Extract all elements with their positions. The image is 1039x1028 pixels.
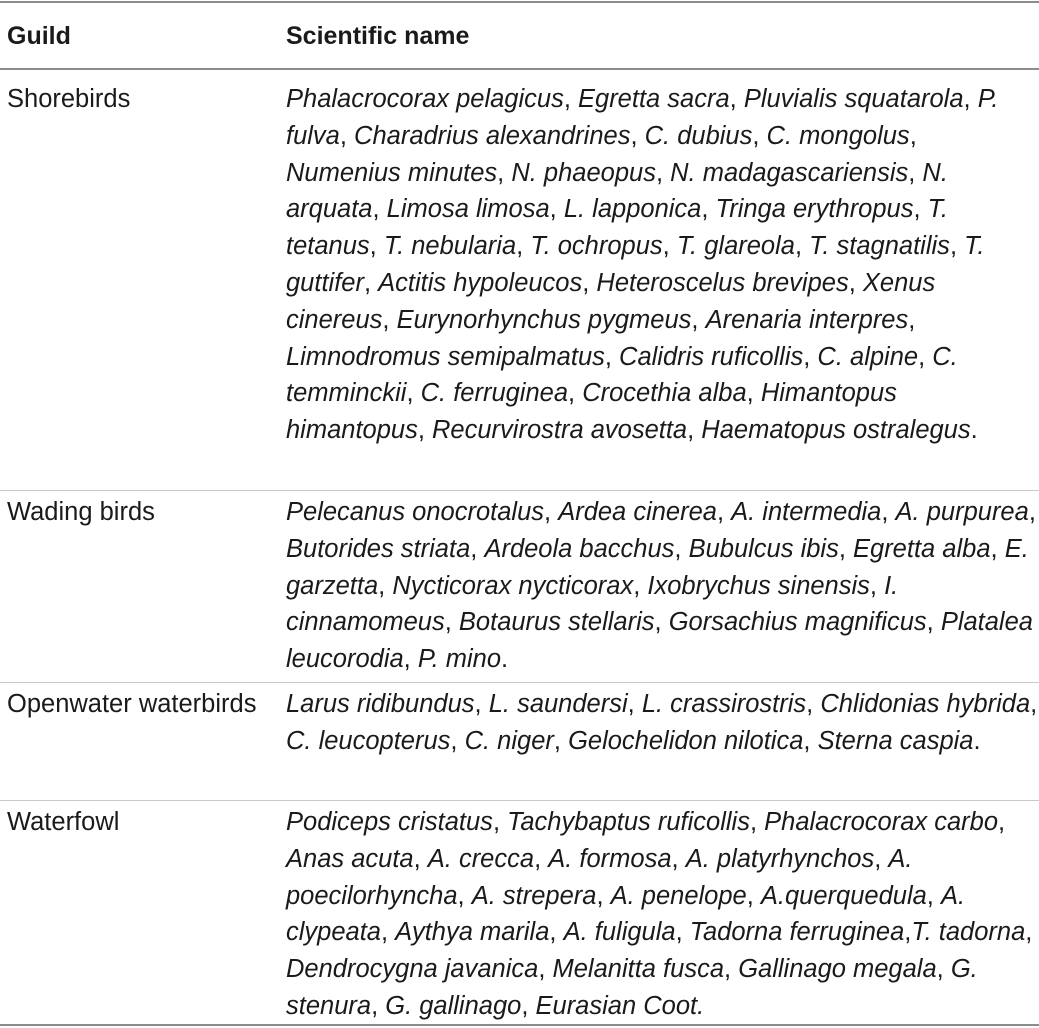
species-name: T. glareola [676,232,795,261]
species-name: Dendrocygna javanica [286,955,539,984]
row-divider [0,682,1039,683]
species-name: Gallinago megala [738,955,937,984]
species-name: I. cinnamomeus [286,571,899,637]
row-divider [0,490,1039,491]
species-name: T. stagnatilis [809,232,950,261]
species-name: Platalea leucorodia [286,608,1033,674]
species-name: Ardeola bacchus [484,534,675,563]
species-name: G. stenura [286,955,978,1020]
list-end-punctuation: . [973,726,981,755]
species-name: Aythya marila [395,918,550,947]
species-name: Haematopus ostralegus [701,416,971,445]
species-name: Larus ridibundus [286,690,475,718]
species-name: T. guttifer [286,232,985,297]
species-name: Egretta alba [853,534,991,563]
species-name: Gelochelidon nilotica [568,726,804,755]
row-species-waterfowl: Podiceps cristatus, Tachybaptus ruficollis, Phalacrocorax carbo, Anas acuta, A. crecca, A. formosa, A. platyrhynchos, A. poecilorhyncha, A. strepera, A. penelope, A.querquedula, A. clypeata, Aythya marila, A. fuligula, Tadorna ferruginea,T. tadorna, Dendrocygna javanica, Melanitta fusca, Gallinago megala, G. stenura, G. gallinago, Eurasian Coot. [286,808,1033,1020]
species-name: Eurasian Coot. [535,991,705,1020]
species-name: Actitis hypoleucos [378,268,583,297]
species-name: G. gallinago [385,991,522,1020]
row-guild-shorebirds: Shorebirds [7,85,131,113]
row-divider [0,800,1039,801]
species-name: C. ferruginea [420,379,569,408]
species-name: N. phaeopus [511,158,656,187]
species-name: Calidris ruficollis [619,342,804,371]
species-name: N. madagascariensis [670,158,909,187]
species-name: Sterna caspia [817,726,974,755]
species-name: T. tetanus [286,195,948,261]
table-bottom-rule [0,1024,1039,1026]
species-name: Bubulcus ibis [688,534,839,563]
species-name: Xenus cinereus [286,268,936,334]
species-name: Crocethia alba [582,379,747,408]
species-name: T. ochropus [530,232,663,261]
species-name: C. dubius [644,121,753,150]
species-name: Anas acuta [286,844,414,873]
species-name: A. formosa [548,844,672,873]
species-name: C. mongolus [766,121,910,150]
species-name: Arenaria interpres [705,305,909,334]
species-name: A. strepera [471,881,597,910]
species-name: Pelecanus onocrotalus [286,498,545,526]
species-name: Tringa erythropus [715,195,914,224]
header-scientific-name: Scientific name [286,22,470,50]
species-name: Himantopus himantopus [286,379,897,445]
species-name: Tadorna ferruginea [689,918,905,947]
species-name: C. niger [464,726,554,755]
species-name: A. poecilorhyncha [286,844,913,910]
species-name: Egretta sacra [578,85,730,113]
species-name: Ardea cinerea [558,498,717,526]
species-name: Ixobrychus sinensis [647,571,870,600]
species-name: L. saundersi [488,690,628,718]
species-name: A. platyrhynchos [685,844,875,873]
species-name: Eurynorhynchus pygmeus [396,305,692,334]
species-name: A. intermedia [731,498,882,526]
table-top-rule [0,1,1039,3]
species-name: N. arquata [286,158,948,224]
row-guild-wading-birds: Wading birds [7,498,155,526]
species-name: A. crecca [427,844,535,873]
species-name: A. clypeata [286,881,966,947]
species-name: E. garzetta [286,534,1029,600]
species-name: Limnodromus semipalmatus [286,342,605,371]
species-name: A. fuligula [563,918,676,947]
species-name: Botaurus stellaris [458,608,655,637]
header-guild: Guild [7,22,71,50]
list-end-punctuation: . [501,645,509,674]
row-species-wading-birds: Pelecanus onocrotalus, Ardea cinerea, A. intermedia, A. purpurea, Butorides striata, Ardeola bacchus, Bubulcus ibis, Egretta alba, E. garzetta, Nycticorax nycticorax, Ixobrychus sinensis, I. cinnamomeus, Botaurus stellaris, Gorsachius magnificus, Platalea leucorodia, P. mino. [286,498,1036,674]
species-name: Nycticorax nycticorax [392,571,634,600]
species-name: Gorsachius magnificus [668,608,927,637]
species-name: Numenius minutes [286,158,498,187]
species-name: T. nebularia [383,232,517,261]
row-guild-openwater-waterbirds: Openwater waterbirds [7,690,257,718]
species-name: L. crassirostris [641,690,807,718]
species-name: Butorides striata [286,534,471,563]
species-name: T. tadorna [911,918,1026,947]
header-rule [0,68,1039,70]
species-name: P. fulva [286,85,999,150]
species-name: A.querquedula [760,881,927,910]
species-name: A. penelope [610,881,747,910]
species-name: C. temminckii [286,342,958,408]
list-end-punctuation: . [970,416,978,445]
species-name: Pluvialis squatarola [743,85,964,113]
species-name: Melanitta fusca [552,955,725,984]
row-species-openwater-waterbirds: Larus ridibundus, L. saundersi, L. crassirostris, Chlidonias hybrida, C. leucopterus, C. niger, Gelochelidon nilotica, Sterna caspia. [286,690,1038,755]
species-name: L. lapponica [563,195,702,224]
species-name: Chlidonias hybrida [820,690,1031,718]
species-name: Phalacrocorax pelagicus [286,85,564,113]
species-name: Recurvirostra avosetta [432,416,688,445]
species-name: C. leucopterus [286,726,451,755]
species-name: Charadrius alexandrines [354,121,631,150]
species-name: C. alpine [817,342,919,371]
species-name: Tachybaptus ruficollis [507,808,750,836]
species-name: Limosa limosa [386,195,550,224]
species-name: P. mino [417,645,502,674]
species-name: A. purpurea [895,498,1029,526]
row-guild-waterfowl: Waterfowl [7,808,120,836]
row-species-shorebirds: Phalacrocorax pelagicus, Egretta sacra, Pluvialis squatarola, P. fulva, Charadrius alexandrines, C. dubius, C. mongolus, Numenius minutes, N. phaeopus, N. madagascariensis, N. arquata, Limosa limosa, L. lapponica, Tringa erythropus, T. tetanus, T. nebularia, T. ochropus, T. glareola, T. stagnatilis, T. guttifer, Actitis hypoleucos, Heteroscelus brevipes, Xenus cinereus, Eurynorhynchus pygmeus, Arenaria interpres, Limnodromus semipalmatus, Calidris ruficollis, C. alpine, C. temminckii, C. ferruginea, Crocethia alba, Himantopus himantopus, Recurvirostra avosetta, Haematopus ostralegus. [286,85,999,445]
species-name: Podiceps cristatus [286,808,493,836]
species-name: Phalacrocorax carbo [764,808,999,836]
species-name: Heteroscelus brevipes [596,268,849,297]
